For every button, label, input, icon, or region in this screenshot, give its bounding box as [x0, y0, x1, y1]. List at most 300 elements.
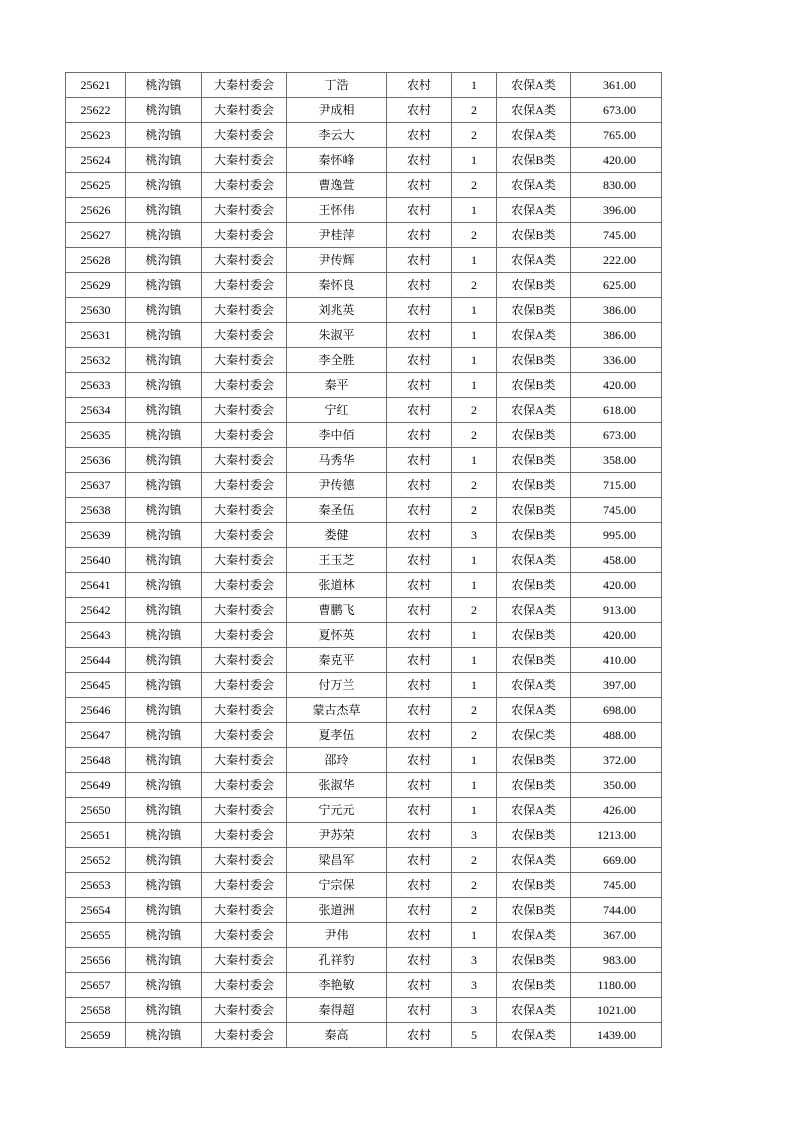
serial-number-cell: 25655	[66, 923, 126, 948]
town-cell: 桃沟镇	[126, 623, 202, 648]
table-row	[66, 948, 662, 973]
table-row	[66, 448, 662, 473]
person-count-cell: 1	[452, 773, 497, 798]
amount-cell: 1021.00	[571, 998, 662, 1023]
village-committee-cell: 大秦村委会	[202, 948, 287, 973]
residence-type-cell: 农村	[387, 498, 452, 523]
person-name-cell: 曹逸萱	[287, 173, 387, 198]
village-committee-cell: 大秦村委会	[202, 748, 287, 773]
insurance-category-cell: 农保A类	[497, 98, 571, 123]
insurance-category-cell: 农保B类	[497, 373, 571, 398]
person-name-cell: 宁宗保	[287, 873, 387, 898]
insurance-category-cell: 农保A类	[497, 998, 571, 1023]
town-cell: 桃沟镇	[126, 973, 202, 998]
town-cell: 桃沟镇	[126, 398, 202, 423]
amount-cell: 358.00	[571, 448, 662, 473]
table-row	[66, 473, 662, 498]
person-count-cell: 2	[452, 898, 497, 923]
town-cell: 桃沟镇	[126, 523, 202, 548]
insurance-category-cell: 农保A类	[497, 798, 571, 823]
person-count-cell: 2	[452, 173, 497, 198]
amount-cell: 765.00	[571, 123, 662, 148]
insurance-category-cell: 农保B类	[497, 973, 571, 998]
serial-number-cell: 25659	[66, 1023, 126, 1048]
person-count-cell: 2	[452, 723, 497, 748]
town-cell: 桃沟镇	[126, 823, 202, 848]
person-name-cell: 秦圣伍	[287, 498, 387, 523]
town-cell: 桃沟镇	[126, 723, 202, 748]
town-cell: 桃沟镇	[126, 498, 202, 523]
insurance-category-cell: 农保A类	[497, 923, 571, 948]
person-count-cell: 2	[452, 873, 497, 898]
table-row	[66, 348, 662, 373]
town-cell: 桃沟镇	[126, 298, 202, 323]
person-count-cell: 1	[452, 248, 497, 273]
table-row	[66, 848, 662, 873]
residence-type-cell: 农村	[387, 173, 452, 198]
person-count-cell: 1	[452, 548, 497, 573]
residence-type-cell: 农村	[387, 848, 452, 873]
serial-number-cell: 25630	[66, 298, 126, 323]
person-count-cell: 1	[452, 748, 497, 773]
amount-cell: 715.00	[571, 473, 662, 498]
serial-number-cell: 25651	[66, 823, 126, 848]
village-committee-cell: 大秦村委会	[202, 223, 287, 248]
table-row	[66, 823, 662, 848]
person-name-cell: 秦平	[287, 373, 387, 398]
town-cell: 桃沟镇	[126, 98, 202, 123]
amount-cell: 361.00	[571, 73, 662, 98]
person-name-cell: 付万兰	[287, 673, 387, 698]
amount-cell: 673.00	[571, 98, 662, 123]
residence-type-cell: 农村	[387, 623, 452, 648]
serial-number-cell: 25623	[66, 123, 126, 148]
person-name-cell: 孔祥豹	[287, 948, 387, 973]
table-row	[66, 698, 662, 723]
serial-number-cell: 25621	[66, 73, 126, 98]
table-row	[66, 198, 662, 223]
town-cell: 桃沟镇	[126, 873, 202, 898]
residence-type-cell: 农村	[387, 998, 452, 1023]
village-committee-cell: 大秦村委会	[202, 523, 287, 548]
table-row	[66, 648, 662, 673]
serial-number-cell: 25644	[66, 648, 126, 673]
person-name-cell: 娄健	[287, 523, 387, 548]
amount-cell: 420.00	[571, 623, 662, 648]
residence-type-cell: 农村	[387, 798, 452, 823]
serial-number-cell: 25656	[66, 948, 126, 973]
serial-number-cell: 25636	[66, 448, 126, 473]
town-cell: 桃沟镇	[126, 223, 202, 248]
person-count-cell: 2	[452, 848, 497, 873]
table-row	[66, 573, 662, 598]
town-cell: 桃沟镇	[126, 598, 202, 623]
residence-type-cell: 农村	[387, 948, 452, 973]
serial-number-cell: 25654	[66, 898, 126, 923]
amount-cell: 367.00	[571, 923, 662, 948]
village-committee-cell: 大秦村委会	[202, 648, 287, 673]
person-count-cell: 1	[452, 348, 497, 373]
village-committee-cell: 大秦村委会	[202, 148, 287, 173]
person-count-cell: 2	[452, 98, 497, 123]
residence-type-cell: 农村	[387, 573, 452, 598]
table-row	[66, 723, 662, 748]
person-count-cell: 1	[452, 373, 497, 398]
serial-number-cell: 25635	[66, 423, 126, 448]
person-name-cell: 李艳敏	[287, 973, 387, 998]
amount-cell: 488.00	[571, 723, 662, 748]
person-name-cell: 李中佰	[287, 423, 387, 448]
town-cell: 桃沟镇	[126, 923, 202, 948]
insurance-category-cell: 农保A类	[497, 173, 571, 198]
person-name-cell: 梁昌军	[287, 848, 387, 873]
person-count-cell: 2	[452, 698, 497, 723]
village-committee-cell: 大秦村委会	[202, 398, 287, 423]
town-cell: 桃沟镇	[126, 573, 202, 598]
village-committee-cell: 大秦村委会	[202, 473, 287, 498]
insurance-category-cell: 农保B类	[497, 498, 571, 523]
table-row	[66, 323, 662, 348]
table-row	[66, 498, 662, 523]
insurance-category-cell: 农保A类	[497, 673, 571, 698]
serial-number-cell: 25647	[66, 723, 126, 748]
serial-number-cell: 25624	[66, 148, 126, 173]
residence-type-cell: 农村	[387, 523, 452, 548]
village-committee-cell: 大秦村委会	[202, 123, 287, 148]
table-row	[66, 748, 662, 773]
town-cell: 桃沟镇	[126, 798, 202, 823]
residence-type-cell: 农村	[387, 398, 452, 423]
amount-cell: 625.00	[571, 273, 662, 298]
person-name-cell: 李全胜	[287, 348, 387, 373]
table-body	[66, 73, 662, 1048]
person-name-cell: 蒙古杰草	[287, 698, 387, 723]
insurance-category-cell: 农保A类	[497, 123, 571, 148]
residence-type-cell: 农村	[387, 248, 452, 273]
person-name-cell: 丁浩	[287, 73, 387, 98]
village-committee-cell: 大秦村委会	[202, 598, 287, 623]
table-row	[66, 623, 662, 648]
town-cell: 桃沟镇	[126, 473, 202, 498]
serial-number-cell: 25646	[66, 698, 126, 723]
town-cell: 桃沟镇	[126, 323, 202, 348]
amount-cell: 386.00	[571, 298, 662, 323]
village-committee-cell: 大秦村委会	[202, 823, 287, 848]
serial-number-cell: 25637	[66, 473, 126, 498]
person-count-cell: 1	[452, 298, 497, 323]
town-cell: 桃沟镇	[126, 673, 202, 698]
person-name-cell: 刘兆英	[287, 298, 387, 323]
amount-cell: 618.00	[571, 398, 662, 423]
insurance-category-cell: 农保A类	[497, 698, 571, 723]
person-count-cell: 2	[452, 473, 497, 498]
insurance-category-cell: 农保A类	[497, 73, 571, 98]
serial-number-cell: 25626	[66, 198, 126, 223]
person-name-cell: 夏怀英	[287, 623, 387, 648]
person-name-cell: 尹传德	[287, 473, 387, 498]
town-cell: 桃沟镇	[126, 948, 202, 973]
serial-number-cell: 25648	[66, 748, 126, 773]
person-name-cell: 秦高	[287, 1023, 387, 1048]
village-committee-cell: 大秦村委会	[202, 248, 287, 273]
serial-number-cell: 25652	[66, 848, 126, 873]
table-row	[66, 1023, 662, 1048]
town-cell: 桃沟镇	[126, 698, 202, 723]
serial-number-cell: 25632	[66, 348, 126, 373]
residence-type-cell: 农村	[387, 973, 452, 998]
amount-cell: 420.00	[571, 373, 662, 398]
person-name-cell: 曹鹏飞	[287, 598, 387, 623]
insurance-category-cell: 农保A类	[497, 1023, 571, 1048]
village-committee-cell: 大秦村委会	[202, 1023, 287, 1048]
amount-cell: 744.00	[571, 898, 662, 923]
table-row	[66, 873, 662, 898]
town-cell: 桃沟镇	[126, 273, 202, 298]
person-count-cell: 2	[452, 498, 497, 523]
village-committee-cell: 大秦村委会	[202, 723, 287, 748]
residence-type-cell: 农村	[387, 723, 452, 748]
village-committee-cell: 大秦村委会	[202, 998, 287, 1023]
person-name-cell: 宁红	[287, 398, 387, 423]
village-committee-cell: 大秦村委会	[202, 98, 287, 123]
village-committee-cell: 大秦村委会	[202, 323, 287, 348]
insurance-category-cell: 农保B类	[497, 573, 571, 598]
pension-roster-table	[65, 72, 662, 1048]
person-count-cell: 1	[452, 573, 497, 598]
person-count-cell: 1	[452, 73, 497, 98]
person-count-cell: 1	[452, 198, 497, 223]
village-committee-cell: 大秦村委会	[202, 773, 287, 798]
village-committee-cell: 大秦村委会	[202, 623, 287, 648]
person-count-cell: 2	[452, 123, 497, 148]
residence-type-cell: 农村	[387, 348, 452, 373]
residence-type-cell: 农村	[387, 773, 452, 798]
amount-cell: 913.00	[571, 598, 662, 623]
insurance-category-cell: 农保A类	[497, 848, 571, 873]
town-cell: 桃沟镇	[126, 423, 202, 448]
village-committee-cell: 大秦村委会	[202, 373, 287, 398]
insurance-category-cell: 农保A类	[497, 548, 571, 573]
person-count-cell: 5	[452, 1023, 497, 1048]
serial-number-cell: 25633	[66, 373, 126, 398]
village-committee-cell: 大秦村委会	[202, 198, 287, 223]
residence-type-cell: 农村	[387, 748, 452, 773]
table-row	[66, 123, 662, 148]
residence-type-cell: 农村	[387, 98, 452, 123]
village-committee-cell: 大秦村委会	[202, 898, 287, 923]
person-count-cell: 3	[452, 523, 497, 548]
person-count-cell: 3	[452, 823, 497, 848]
village-committee-cell: 大秦村委会	[202, 273, 287, 298]
village-committee-cell: 大秦村委会	[202, 423, 287, 448]
village-committee-cell: 大秦村委会	[202, 923, 287, 948]
person-count-cell: 2	[452, 598, 497, 623]
amount-cell: 420.00	[571, 148, 662, 173]
insurance-category-cell: 农保C类	[497, 723, 571, 748]
insurance-category-cell: 农保A类	[497, 598, 571, 623]
person-name-cell: 尹伟	[287, 923, 387, 948]
person-name-cell: 张道林	[287, 573, 387, 598]
table-row	[66, 973, 662, 998]
serial-number-cell: 25643	[66, 623, 126, 648]
person-count-cell: 1	[452, 448, 497, 473]
insurance-category-cell: 农保B类	[497, 223, 571, 248]
amount-cell: 745.00	[571, 223, 662, 248]
person-count-cell: 1	[452, 623, 497, 648]
person-name-cell: 秦怀峰	[287, 148, 387, 173]
town-cell: 桃沟镇	[126, 73, 202, 98]
serial-number-cell: 25634	[66, 398, 126, 423]
town-cell: 桃沟镇	[126, 898, 202, 923]
table-row	[66, 773, 662, 798]
table-row	[66, 998, 662, 1023]
amount-cell: 1213.00	[571, 823, 662, 848]
insurance-category-cell: 农保A类	[497, 248, 571, 273]
person-count-cell: 2	[452, 223, 497, 248]
village-committee-cell: 大秦村委会	[202, 798, 287, 823]
residence-type-cell: 农村	[387, 198, 452, 223]
person-name-cell: 秦怀良	[287, 273, 387, 298]
insurance-category-cell: 农保A类	[497, 198, 571, 223]
person-count-cell: 3	[452, 973, 497, 998]
serial-number-cell: 25629	[66, 273, 126, 298]
residence-type-cell: 农村	[387, 123, 452, 148]
serial-number-cell: 25649	[66, 773, 126, 798]
town-cell: 桃沟镇	[126, 848, 202, 873]
person-count-cell: 2	[452, 273, 497, 298]
serial-number-cell: 25638	[66, 498, 126, 523]
amount-cell: 745.00	[571, 873, 662, 898]
residence-type-cell: 农村	[387, 298, 452, 323]
residence-type-cell: 农村	[387, 423, 452, 448]
serial-number-cell: 25645	[66, 673, 126, 698]
table-row	[66, 148, 662, 173]
serial-number-cell: 25657	[66, 973, 126, 998]
village-committee-cell: 大秦村委会	[202, 73, 287, 98]
residence-type-cell: 农村	[387, 448, 452, 473]
person-count-cell: 3	[452, 998, 497, 1023]
insurance-category-cell: 农保B类	[497, 298, 571, 323]
table-row	[66, 548, 662, 573]
insurance-category-cell: 农保B类	[497, 623, 571, 648]
table-row	[66, 798, 662, 823]
amount-cell: 222.00	[571, 248, 662, 273]
residence-type-cell: 农村	[387, 1023, 452, 1048]
serial-number-cell: 25653	[66, 873, 126, 898]
town-cell: 桃沟镇	[126, 548, 202, 573]
person-name-cell: 王玉芝	[287, 548, 387, 573]
amount-cell: 396.00	[571, 198, 662, 223]
serial-number-cell: 25650	[66, 798, 126, 823]
serial-number-cell: 25625	[66, 173, 126, 198]
serial-number-cell: 25639	[66, 523, 126, 548]
table-row	[66, 373, 662, 398]
insurance-category-cell: 农保A类	[497, 323, 571, 348]
person-name-cell: 尹成相	[287, 98, 387, 123]
insurance-category-cell: 农保B类	[497, 148, 571, 173]
insurance-category-cell: 农保B类	[497, 773, 571, 798]
insurance-category-cell: 农保B类	[497, 873, 571, 898]
insurance-category-cell: 农保B类	[497, 523, 571, 548]
person-name-cell: 秦克平	[287, 648, 387, 673]
table-row	[66, 398, 662, 423]
amount-cell: 372.00	[571, 748, 662, 773]
person-name-cell: 尹传辉	[287, 248, 387, 273]
person-count-cell: 1	[452, 923, 497, 948]
table-row	[66, 223, 662, 248]
village-committee-cell: 大秦村委会	[202, 873, 287, 898]
residence-type-cell: 农村	[387, 548, 452, 573]
person-count-cell: 1	[452, 148, 497, 173]
table-row	[66, 423, 662, 448]
table-row	[66, 173, 662, 198]
amount-cell: 458.00	[571, 548, 662, 573]
residence-type-cell: 农村	[387, 898, 452, 923]
serial-number-cell: 25642	[66, 598, 126, 623]
amount-cell: 397.00	[571, 673, 662, 698]
residence-type-cell: 农村	[387, 598, 452, 623]
amount-cell: 673.00	[571, 423, 662, 448]
town-cell: 桃沟镇	[126, 373, 202, 398]
person-name-cell: 秦得超	[287, 998, 387, 1023]
village-committee-cell: 大秦村委会	[202, 673, 287, 698]
amount-cell: 410.00	[571, 648, 662, 673]
amount-cell: 745.00	[571, 498, 662, 523]
town-cell: 桃沟镇	[126, 198, 202, 223]
town-cell: 桃沟镇	[126, 773, 202, 798]
town-cell: 桃沟镇	[126, 348, 202, 373]
amount-cell: 1180.00	[571, 973, 662, 998]
serial-number-cell: 25628	[66, 248, 126, 273]
residence-type-cell: 农村	[387, 473, 452, 498]
insurance-category-cell: 农保B类	[497, 348, 571, 373]
town-cell: 桃沟镇	[126, 173, 202, 198]
amount-cell: 336.00	[571, 348, 662, 373]
village-committee-cell: 大秦村委会	[202, 573, 287, 598]
insurance-category-cell: 农保B类	[497, 448, 571, 473]
insurance-category-cell: 农保B类	[497, 948, 571, 973]
residence-type-cell: 农村	[387, 148, 452, 173]
person-name-cell: 张淑华	[287, 773, 387, 798]
town-cell: 桃沟镇	[126, 748, 202, 773]
table-row	[66, 98, 662, 123]
insurance-category-cell: 农保B类	[497, 423, 571, 448]
amount-cell: 350.00	[571, 773, 662, 798]
table-row	[66, 298, 662, 323]
table-row	[66, 898, 662, 923]
village-committee-cell: 大秦村委会	[202, 698, 287, 723]
amount-cell: 995.00	[571, 523, 662, 548]
residence-type-cell: 农村	[387, 873, 452, 898]
residence-type-cell: 农村	[387, 73, 452, 98]
amount-cell: 426.00	[571, 798, 662, 823]
person-name-cell: 宁元元	[287, 798, 387, 823]
table-row	[66, 598, 662, 623]
village-committee-cell: 大秦村委会	[202, 173, 287, 198]
person-name-cell: 尹桂萍	[287, 223, 387, 248]
village-committee-cell: 大秦村委会	[202, 973, 287, 998]
insurance-category-cell: 农保B类	[497, 473, 571, 498]
residence-type-cell: 农村	[387, 648, 452, 673]
table-row	[66, 673, 662, 698]
amount-cell: 698.00	[571, 698, 662, 723]
person-count-cell: 1	[452, 673, 497, 698]
village-committee-cell: 大秦村委会	[202, 298, 287, 323]
person-name-cell: 李云大	[287, 123, 387, 148]
village-committee-cell: 大秦村委会	[202, 548, 287, 573]
amount-cell: 983.00	[571, 948, 662, 973]
residence-type-cell: 农村	[387, 673, 452, 698]
